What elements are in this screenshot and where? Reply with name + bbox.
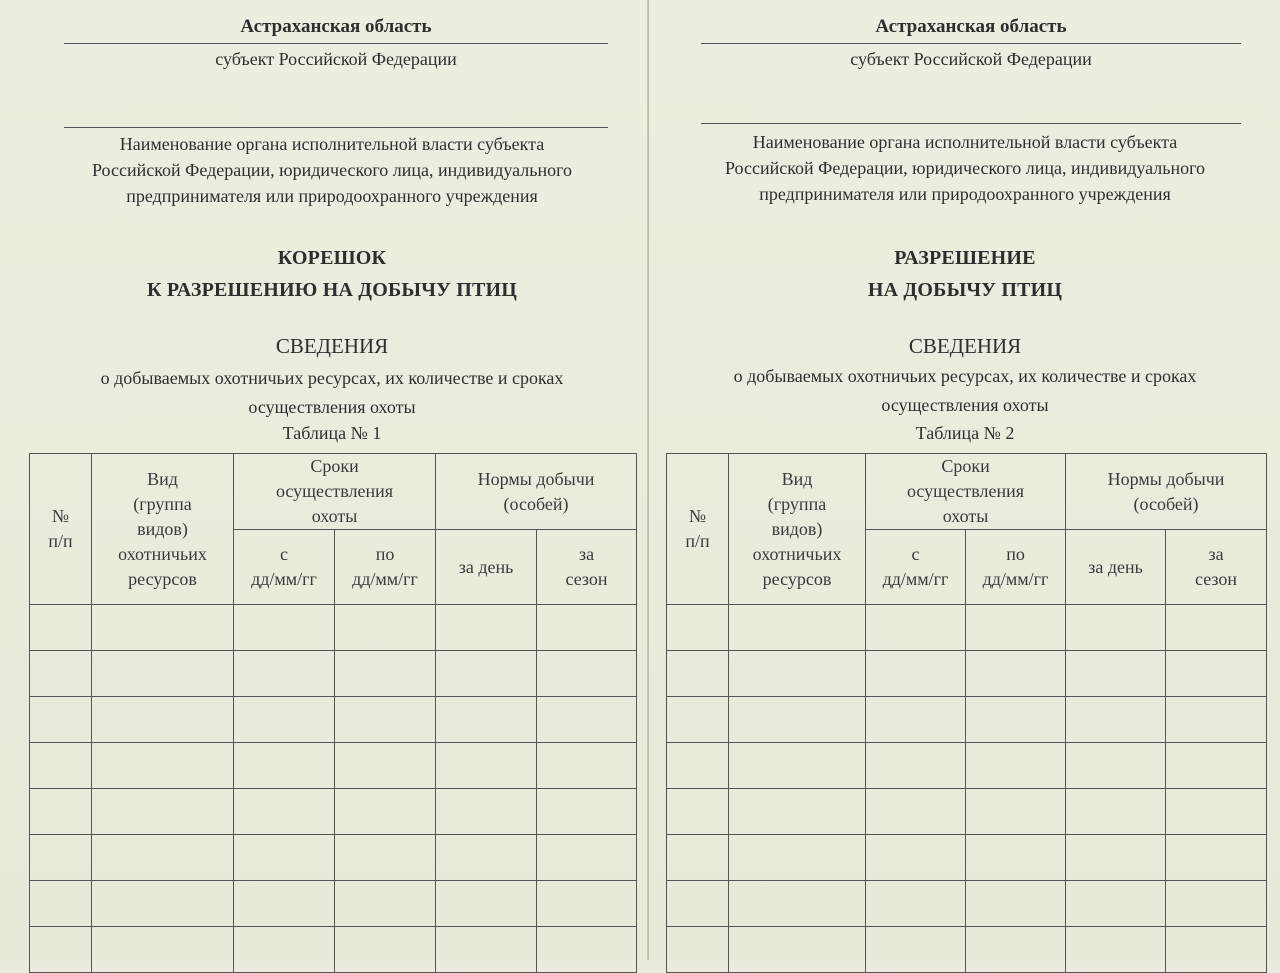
table-cell[interactable] [234, 743, 335, 789]
header-text: по [375, 544, 395, 564]
table-cell[interactable] [92, 743, 234, 789]
table-cell[interactable] [866, 835, 966, 881]
org-caption-line: предпринимателя или природоохранного учреждения [126, 186, 538, 206]
table-cell[interactable] [30, 697, 92, 743]
header-text: дд/мм/гг [251, 569, 317, 589]
table-cell[interactable] [729, 789, 866, 835]
table-cell[interactable] [335, 927, 436, 973]
table-cell[interactable] [966, 605, 1066, 651]
table-cell[interactable] [1066, 697, 1166, 743]
species-table [666, 453, 1267, 973]
table-cell[interactable] [335, 697, 436, 743]
table-cell[interactable] [1166, 835, 1267, 881]
region-caption: субъект Российской Федерации [850, 49, 1092, 69]
table-cell[interactable] [30, 881, 92, 927]
table-cell[interactable] [667, 743, 729, 789]
table-cell[interactable] [436, 743, 537, 789]
header-text: Вид [781, 468, 813, 489]
table-cell[interactable] [234, 789, 335, 835]
table-cell[interactable] [667, 927, 729, 973]
table-cell[interactable] [667, 697, 729, 743]
table-cell[interactable] [1166, 789, 1267, 835]
region-caption: субъект Российской Федерации [215, 49, 457, 69]
header-text: Нормы добычи [477, 468, 595, 489]
region-name: Астраханская область [240, 16, 432, 37]
table-cell[interactable] [30, 789, 92, 835]
org-underline [701, 123, 1241, 124]
table-cell[interactable] [537, 605, 637, 651]
table-cell[interactable] [729, 743, 866, 789]
header-text: за [1208, 544, 1224, 564]
org-caption [659, 129, 1271, 207]
header-text: сезон [565, 569, 608, 589]
table-cell[interactable] [966, 743, 1066, 789]
table-cell[interactable] [436, 651, 537, 697]
table-cell[interactable] [234, 835, 335, 881]
table-cell[interactable] [729, 605, 866, 651]
title-line: КОРЕШОК [277, 247, 387, 269]
permit-page [649, 0, 1280, 960]
table-cell[interactable] [729, 835, 866, 881]
header-text: видов) [137, 518, 188, 539]
table-cell[interactable] [866, 697, 966, 743]
table-cell[interactable] [1166, 651, 1267, 697]
table-cell[interactable] [1066, 881, 1166, 927]
table-cell[interactable] [667, 881, 729, 927]
table-row [667, 605, 1267, 651]
header-from [866, 530, 966, 605]
header-text: дд/мм/гг [352, 569, 418, 589]
header-text: Нормы добычи [1107, 468, 1225, 489]
table-cell[interactable] [866, 743, 966, 789]
table-cell[interactable] [1066, 651, 1166, 697]
table-cell[interactable] [1166, 697, 1267, 743]
table-cell[interactable] [1066, 927, 1166, 973]
table-cell[interactable] [966, 835, 1066, 881]
table-row [30, 651, 637, 697]
header-text: осуществления [275, 481, 394, 501]
table-cell[interactable] [30, 605, 92, 651]
table-cell[interactable] [234, 605, 335, 651]
section-heading: СВЕДЕНИЯ [275, 334, 389, 358]
table-cell[interactable] [667, 605, 729, 651]
header-text: п/п [48, 531, 73, 551]
table-cell[interactable] [1166, 743, 1267, 789]
header-text: по [1006, 544, 1025, 564]
table-cell[interactable] [729, 697, 866, 743]
subtitle-line: о добываемых охотничьих ресурсах, их количестве и сроках [100, 368, 564, 388]
table-cell[interactable] [1066, 835, 1166, 881]
table-cell[interactable] [537, 697, 637, 743]
table-cell[interactable] [866, 651, 966, 697]
table-cell[interactable] [335, 651, 436, 697]
table-row [30, 789, 637, 835]
region-underline [64, 43, 608, 44]
section-subtitle [659, 362, 1271, 420]
header-text: Сроки [310, 456, 359, 476]
table-cell[interactable] [866, 927, 966, 973]
header-to [966, 530, 1066, 605]
table-cell[interactable] [30, 743, 92, 789]
header-text: № [51, 506, 70, 526]
table-label: Таблица № 1 [282, 423, 382, 443]
table-cell[interactable] [866, 605, 966, 651]
org-caption [20, 131, 644, 209]
header-text: п/п [685, 531, 710, 551]
header-text: сезон [1194, 569, 1238, 589]
table-cell[interactable] [866, 881, 966, 927]
header-text: ресурсов [762, 568, 832, 589]
table-cell[interactable] [436, 927, 537, 973]
table-cell[interactable] [667, 835, 729, 881]
table-cell[interactable] [537, 835, 637, 881]
table-cell[interactable] [30, 927, 92, 973]
title-line: К РАЗРЕШЕНИЮ НА ДОБЫЧУ ПТИЦ [146, 279, 518, 301]
table-cell[interactable] [92, 651, 234, 697]
table-body [667, 605, 1267, 973]
table-cell[interactable] [966, 651, 1066, 697]
species-table [29, 453, 637, 973]
section-subtitle [20, 364, 644, 422]
org-caption-line: Наименование органа исполнительной власти субъекта [119, 134, 545, 154]
table-cell[interactable] [335, 605, 436, 651]
header-text: охоты [311, 506, 358, 526]
header-text: № [688, 506, 707, 526]
table-cell[interactable] [866, 789, 966, 835]
title-line: НА ДОБЫЧУ ПТИЦ [867, 279, 1063, 301]
table-cell[interactable] [537, 927, 637, 973]
table-cell[interactable] [537, 651, 637, 697]
table-cell[interactable] [537, 881, 637, 927]
header-norms [436, 454, 637, 530]
table-cell[interactable] [1066, 789, 1166, 835]
header-text: (группа [767, 493, 827, 514]
table-cell[interactable] [537, 789, 637, 835]
header-text: охоты [942, 506, 989, 526]
table-cell[interactable] [335, 881, 436, 927]
subtitle-line: осуществления охоты [881, 395, 1049, 415]
header-number [667, 454, 729, 605]
header-text: (особей) [503, 493, 569, 514]
table-row [667, 927, 1267, 973]
header-per-season [1166, 530, 1267, 605]
table-cell[interactable] [1066, 605, 1166, 651]
table-row [30, 835, 637, 881]
section-heading: СВЕДЕНИЯ [908, 334, 1022, 358]
org-caption-line: Российской Федерации, юридического лица, индивидуального [91, 160, 573, 180]
table-cell[interactable] [30, 835, 92, 881]
header-text: дд/мм/гг [982, 569, 1049, 589]
table-row [30, 697, 637, 743]
header-text: охотничьих [118, 543, 207, 564]
table-row [667, 789, 1267, 835]
table-cell[interactable] [667, 789, 729, 835]
header-norms [1066, 454, 1267, 530]
header-text: за [578, 544, 595, 564]
header-text: (группа [133, 493, 192, 514]
table-cell[interactable] [335, 743, 436, 789]
table-row [30, 881, 637, 927]
header-text: видов) [771, 518, 823, 539]
header-text: охотничьих [752, 543, 842, 564]
header-per-day: за день [436, 530, 537, 605]
header-text: Вид [147, 468, 178, 489]
header-number [30, 454, 92, 605]
table-row [667, 835, 1267, 881]
header-dates [234, 454, 436, 530]
header-dates [866, 454, 1066, 530]
table-cell[interactable] [667, 651, 729, 697]
table-cell[interactable] [335, 835, 436, 881]
table-cell[interactable] [335, 789, 436, 835]
header-text: дд/мм/гг [882, 569, 949, 589]
table-cell[interactable] [436, 697, 537, 743]
header-species [729, 454, 866, 605]
table-row [30, 743, 637, 789]
region-underline [701, 43, 1241, 44]
table-cell[interactable] [966, 697, 1066, 743]
org-caption-line: Наименование органа исполнительной власти субъекта [752, 132, 1178, 152]
header-text: с [280, 544, 288, 564]
header-per-day: за день [1066, 530, 1166, 605]
table-cell[interactable] [92, 789, 234, 835]
table-cell[interactable] [966, 789, 1066, 835]
table-cell[interactable] [729, 927, 866, 973]
region-name: Астраханская область [875, 16, 1067, 37]
header-text: осуществления [906, 481, 1025, 501]
stub-page [0, 0, 648, 960]
document-title [659, 242, 1271, 306]
org-underline [64, 127, 608, 128]
table-cell[interactable] [234, 927, 335, 973]
table-cell[interactable] [966, 927, 1066, 973]
table-cell[interactable] [30, 651, 92, 697]
table-cell[interactable] [92, 697, 234, 743]
header-from [234, 530, 335, 605]
document-title [20, 242, 644, 306]
title-line: РАЗРЕШЕНИЕ [894, 247, 1036, 269]
header-to [335, 530, 436, 605]
table-cell[interactable] [966, 881, 1066, 927]
table-cell[interactable] [234, 651, 335, 697]
table-body [30, 605, 637, 973]
header-per-season [537, 530, 637, 605]
subtitle-line: о добываемых охотничьих ресурсах, их количестве и сроках [733, 366, 1197, 386]
table-label: Таблица № 2 [915, 423, 1015, 443]
header-text: ресурсов [128, 568, 197, 589]
org-caption-line: Российской Федерации, юридического лица, индивидуального [724, 158, 1206, 178]
subtitle-line: осуществления охоты [248, 397, 416, 417]
header-text: (особей) [1133, 493, 1199, 514]
table-cell[interactable] [729, 651, 866, 697]
table-cell[interactable] [234, 881, 335, 927]
table-cell[interactable] [92, 927, 234, 973]
table-row [667, 651, 1267, 697]
table-cell[interactable] [729, 881, 866, 927]
org-caption-line: предпринимателя или природоохранного учреждения [759, 184, 1171, 204]
table-cell[interactable] [436, 789, 537, 835]
table-cell[interactable] [436, 605, 537, 651]
table-cell[interactable] [92, 835, 234, 881]
header-text: с [911, 544, 920, 564]
table-cell[interactable] [436, 881, 537, 927]
header-text: Сроки [941, 456, 990, 476]
table-cell[interactable] [92, 605, 234, 651]
table-row [667, 881, 1267, 927]
table-cell[interactable] [234, 697, 335, 743]
table-cell[interactable] [92, 881, 234, 927]
table-cell[interactable] [1066, 743, 1166, 789]
table-cell[interactable] [1166, 927, 1267, 973]
header-species [92, 454, 234, 605]
table-row [667, 697, 1267, 743]
table-cell[interactable] [537, 743, 637, 789]
table-cell[interactable] [436, 835, 537, 881]
table-cell[interactable] [1166, 881, 1267, 927]
table-row [30, 605, 637, 651]
table-row [30, 927, 637, 973]
table-cell[interactable] [1166, 605, 1267, 651]
table-row [667, 743, 1267, 789]
